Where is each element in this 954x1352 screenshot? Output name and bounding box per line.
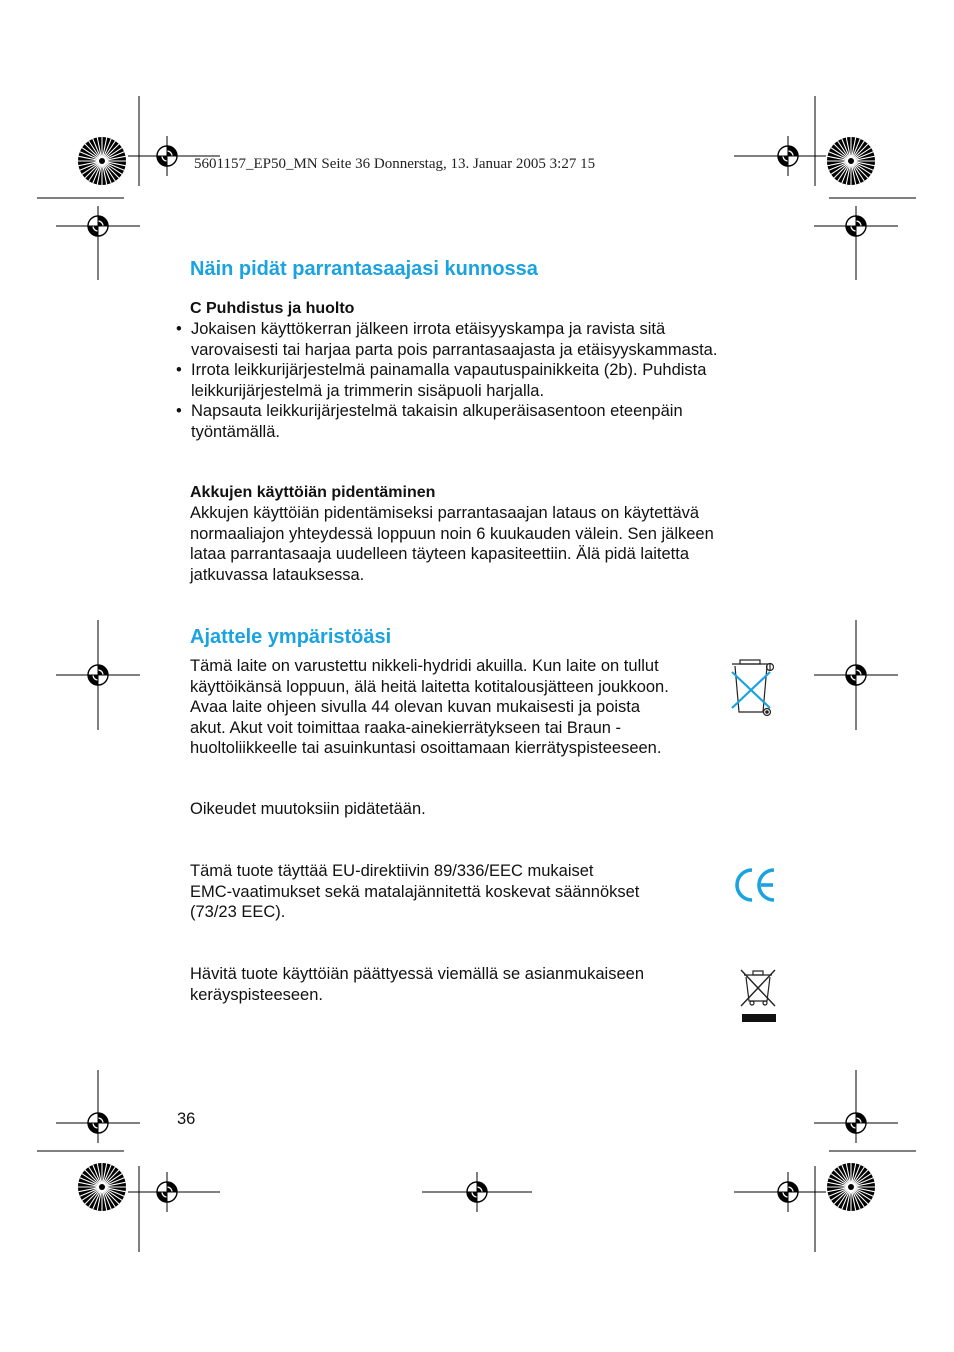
text-line: EMC-vaatimukset sekä matalajännitettä koskevat säännökset xyxy=(190,882,640,901)
ce-mark-icon xyxy=(732,866,778,904)
section-title-maintenance: Näin pidät parrantasaajasi kunnossa xyxy=(190,258,538,280)
text-line: Tämä laite on varustettu nikkeli-hydridi akuilla. Kun laite on tullut xyxy=(190,657,659,675)
text-line: lataa parrantasaaja uudelleen täyteen kapasiteettiin. Älä pidä laitetta xyxy=(190,545,690,563)
text-line: jatkuvassa latauksessa. xyxy=(190,565,365,584)
rights-text: Oikeudet muutoksiin pidätetään. xyxy=(190,800,426,818)
text-line: käyttöikänsä loppuun, älä heitä laitetta kotitalousjätteen joukkoon. xyxy=(190,677,669,696)
page-number: 36 xyxy=(177,1110,196,1128)
battery-bin-icon xyxy=(728,658,778,720)
section-title-environment: Ajattele ympäristöäsi xyxy=(190,626,392,648)
battery-paragraph xyxy=(190,503,714,585)
bullet-text-line2: varovaisesti tai harjaa parta pois parrantasaajasta ja etäisyyskammasta. xyxy=(191,340,718,359)
bullet-icon: • xyxy=(176,320,182,338)
text-line: Hävitä tuote käyttöiän päättyessä viemällä se asianmukaiseen xyxy=(190,965,644,983)
bullet-icon: • xyxy=(176,402,182,420)
list-item xyxy=(176,360,796,401)
bullet-text-line2: leikkurijärjestelmä ja trimmerin sisäpuoli harjalla. xyxy=(191,381,545,400)
text-line: Avaa laite ohjeen sivulla 44 olevan kuvan mukaisesti ja poista xyxy=(190,698,641,716)
environment-paragraph xyxy=(190,656,669,759)
disposal-paragraph xyxy=(190,964,644,1005)
bullet-text-line1: Jokaisen käyttökerran jälkeen irrota etäisyyskampa ja ravista sitä xyxy=(191,320,666,338)
bullet-text-line1: Napsauta leikkurijärjestelmä takaisin alkuperäisasentoon eteenpäin xyxy=(191,402,683,420)
subheading-cleaning: C Puhdistus ja huolto xyxy=(190,300,355,317)
bullet-icon: • xyxy=(176,361,182,379)
weee-bin-icon xyxy=(738,966,780,1026)
subheading-battery: Akkujen käyttöiän pidentäminen xyxy=(190,484,436,501)
text-line: huoltoliikkeelle tai asuinkuntasi osoittamaan kierrätyspisteeseen. xyxy=(190,739,662,757)
text-line: akut. Akut voit toimittaa raaka-ainekierrätykseen tai Braun - xyxy=(190,718,622,737)
text-line: normaaliajon yhteydessä loppuun noin 6 kuukauden välein. Sen jälkeen xyxy=(190,524,714,543)
cleaning-steps-list xyxy=(176,319,796,442)
ce-paragraph xyxy=(190,861,639,923)
text-line: Akkujen käyttöiän pidentämiseksi parrantasaajan lataus on käytettävä xyxy=(190,504,700,522)
list-item xyxy=(176,319,796,360)
bullet-text-line1: Irrota leikkurijärjestelmä painamalla vapautuspainikkeita (2b). Puhdista xyxy=(191,361,707,379)
list-item xyxy=(176,401,796,442)
text-line: (73/23 EEC). xyxy=(190,903,286,921)
print-slug: 5601157_EP50_MN Seite 36 Donnerstag, 13. Januar 2005 3:27 15 xyxy=(194,156,596,172)
text-line: Tämä tuote täyttää EU-direktiivin 89/336/EEC mukaiset xyxy=(190,862,594,880)
bullet-text-line2: työntämällä. xyxy=(191,422,280,441)
text-line: keräyspisteeseen. xyxy=(190,985,323,1004)
